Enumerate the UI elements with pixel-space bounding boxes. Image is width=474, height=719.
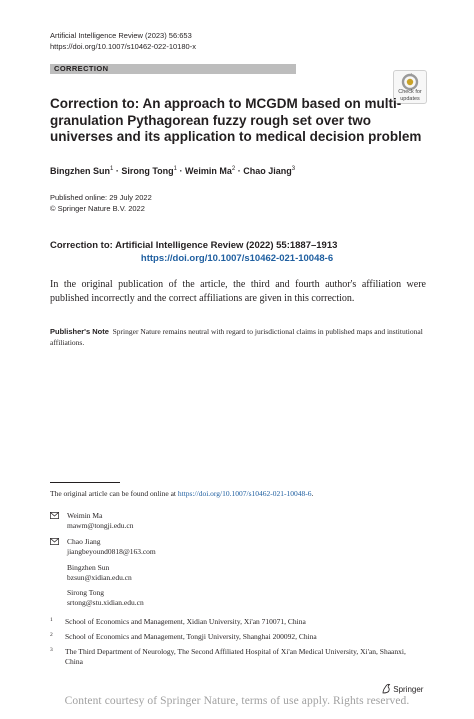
contact-email[interactable]: jiangbeyound0818@163.com (67, 547, 156, 556)
contact-name: Bingzhen Sun (67, 563, 110, 572)
contact-email[interactable]: bzsun@xidian.edu.cn (67, 573, 132, 582)
journal-header (50, 30, 196, 52)
affiliation-text: School of Economics and Management, Tongji University, Shanghai 200092, China (65, 632, 317, 641)
affiliation-number: 2 (50, 632, 53, 638)
author-affil-ref: 1 (110, 166, 114, 172)
contact-name: Sirong Tong (67, 588, 105, 597)
author-name[interactable]: Weimin Ma (185, 166, 232, 176)
author-affil-ref: 3 (291, 166, 296, 172)
envelope-icon (50, 538, 59, 545)
correction-link[interactable]: https://doi.org/10.1007/s10462-021-10048-6 (140, 253, 334, 264)
author-list (50, 163, 295, 177)
section-label: CORRECTION (54, 64, 109, 73)
affiliation-text: The Third Department of Neurology, The Second Affiliated Hospital of Xi'an Medical University, Xi'an, Shaanxi, China (65, 647, 406, 666)
section-bar (50, 64, 296, 74)
publisher-note (50, 327, 426, 348)
body-paragraph: In the original publication of the article, the third and fourth author's affiliation were published incorrectly and the correct affiliations are given in this correction. (50, 279, 426, 304)
envelope-icon (50, 512, 59, 519)
contact-name: Weimin Ma (67, 511, 103, 520)
journal-citation: Artificial Intelligence Review (2023) 56:653 (50, 31, 192, 40)
original-article-note (50, 489, 313, 499)
author-separator: · (113, 166, 122, 176)
affiliation-number: 1 (50, 617, 53, 623)
affiliation-text: School of Economics and Management, Xidian University, Xi'an 710071, China (65, 617, 306, 626)
author-name[interactable]: Sirong Tong (121, 166, 174, 176)
author-name[interactable]: Bingzhen Sun (50, 166, 110, 176)
affiliation-number: 3 (50, 647, 53, 653)
article-title: Correction to: An approach to MCGDM based on multi-granulation Pythagorean fuzzy rough set over two universes and its application to medical decision problem (50, 96, 422, 144)
article-doi[interactable]: https://doi.org/10.1007/s10462-022-10180-x (50, 42, 196, 51)
original-article-link[interactable]: https://doi.org/10.1007/s10462-021-10048-6 (177, 489, 312, 498)
correction-reference: Correction to: Artificial Intelligence Review (2022) 55:1887–1913 (50, 240, 338, 251)
badge-line-2: updates (400, 95, 420, 102)
publisher-note-text: Springer Nature remains neutral with regard to jurisdictional claims in published maps and institutional affiliations. (50, 327, 423, 347)
footnote-rule (50, 482, 120, 483)
contact-email[interactable]: mawm@tongji.edu.cn (67, 521, 134, 530)
badge-line-1: Check for (398, 89, 422, 95)
author-name[interactable]: Chao Jiang (243, 166, 292, 176)
author-separator: · (235, 166, 244, 176)
courtesy-notice: Content courtesy of Springer Nature, terms of use apply. Rights reserved. (64, 695, 410, 707)
contact-email[interactable]: srtong@stu.xidian.edu.cn (67, 598, 144, 607)
published-date: Published online: 29 July 2022 (50, 193, 152, 202)
original-note-suffix: . (311, 489, 314, 498)
contact-name: Chao Jiang (67, 537, 101, 546)
publisher-note-label: Publisher's Note (50, 327, 109, 336)
author-affil-ref: 1 (173, 166, 178, 172)
publisher-name: Springer (393, 685, 424, 694)
copyright: © Springer Nature B.V. 2022 (50, 203, 145, 213)
publication-info (50, 193, 152, 214)
author-separator: · (177, 166, 186, 176)
original-note-prefix: The original article can be found online at (50, 489, 178, 498)
author-affil-ref: 2 (231, 166, 236, 172)
